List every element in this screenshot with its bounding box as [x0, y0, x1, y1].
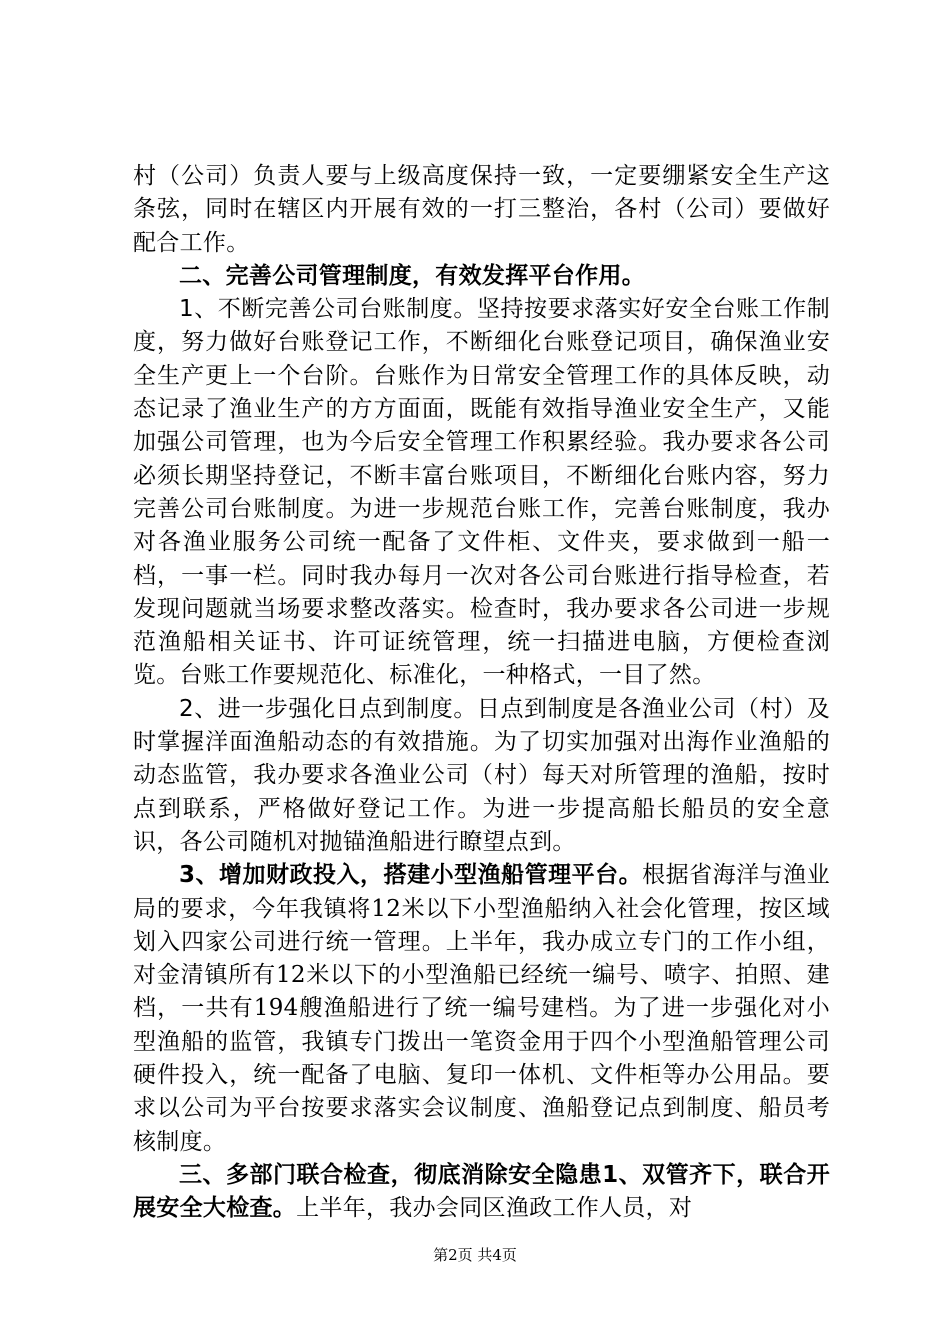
section-heading-2: [133, 260, 830, 293]
paragraph-text: 日点到制度是各渔业公司（村）及时掌握洋面渔船动态的有效措施。为了切实加强对出海作业渔船的动态监管，我办要求各渔业公司（村）每天对所管理的渔船，按时点到联系，严格做好登记工作。为进一步提高船长船员的安全意识，各公司随机对抛锚渔船进行瞭望点到。: [133, 695, 830, 855]
section-heading-text: 三、多部门联合检查，彻底消除安全隐患1、双管齐下，联合开展安全大检查。: [133, 1161, 830, 1222]
subsection-heading: 1、不断完善公司台账制度。: [179, 296, 477, 323]
paragraph-ledger-system: [133, 293, 830, 693]
paragraph-text: 根据省海洋与渔业局的要求，今年我镇将12米以下小型渔船纳入社会化管理，按区域划入四家公司进行统一管理。上半年，我办成立专门的工作小组，对金清镇所有12米以下的小型渔船已经统一编号、喷字、拍照、建档，一共有194艘渔船进行了统一编号建档。为了进一步强化对小型渔船的监管，我镇专门拨出一笔资金用于四个小型渔船管理公司硬件投入，统一配备了电脑、复印一体机、文件柜等办公用品。要求以公司为平台按要求落实会议制度、渔船登记点到制度、船员考核制度。: [133, 862, 830, 1155]
subsection-heading: 3、增加财政投入，搭建小型渔船管理平台。: [179, 862, 643, 889]
paragraph-text: 村（公司）负责人要与上级高度保持一致，一定要绷紧安全生产这条弦，同时在辖区内开展有效的一打三整治，各村（公司）要做好配合工作。: [133, 163, 830, 256]
subsection-heading: 2、进一步强化日点到制度。: [179, 695, 477, 722]
document-body: [133, 160, 830, 1226]
paragraph-small-vessel-platform: [133, 859, 830, 1159]
paragraph-text: 坚持按要求落实好安全台账工作制度，努力做好台账登记工作，不断细化台账登记项目，确保渔业安全生产更上一个台阶。台账作为日常安全管理工作的具体反映，动态记录了渔业生产的方方面面，既能有效指导渔业安全生产，又能加强公司管理，也为今后安全管理工作积累经验。我办要求各公司必须长期坚持登记，不断丰富台账项目，不断细化台账内容，努力完善公司台账制度。为进一步规范台账工作，完善台账制度，我办对各渔业服务公司统一配备了文件柜、文件夹，要求做到一船一档，一事一栏。同时我办每月一次对各公司台账进行指导检查，若发现问题就当场要求整改落实。检查时，我办要求各公司进一步规范渔船相关证书、许可证统管理，统一扫描进电脑，方便检查浏览。台账工作要规范化、标准化，一种格式，一目了然。: [133, 296, 830, 689]
section-heading-text: 二、完善公司管理制度，有效发挥平台作用。: [179, 262, 645, 289]
paragraph-daily-check-in: [133, 693, 830, 859]
paragraph-continuation: [133, 160, 830, 260]
section-heading-3: [133, 1159, 830, 1226]
page-number-footer: 第2页 共4页: [433, 1246, 517, 1264]
paragraph-text: 上半年，我办会同区渔政工作人员，对: [296, 1195, 693, 1222]
